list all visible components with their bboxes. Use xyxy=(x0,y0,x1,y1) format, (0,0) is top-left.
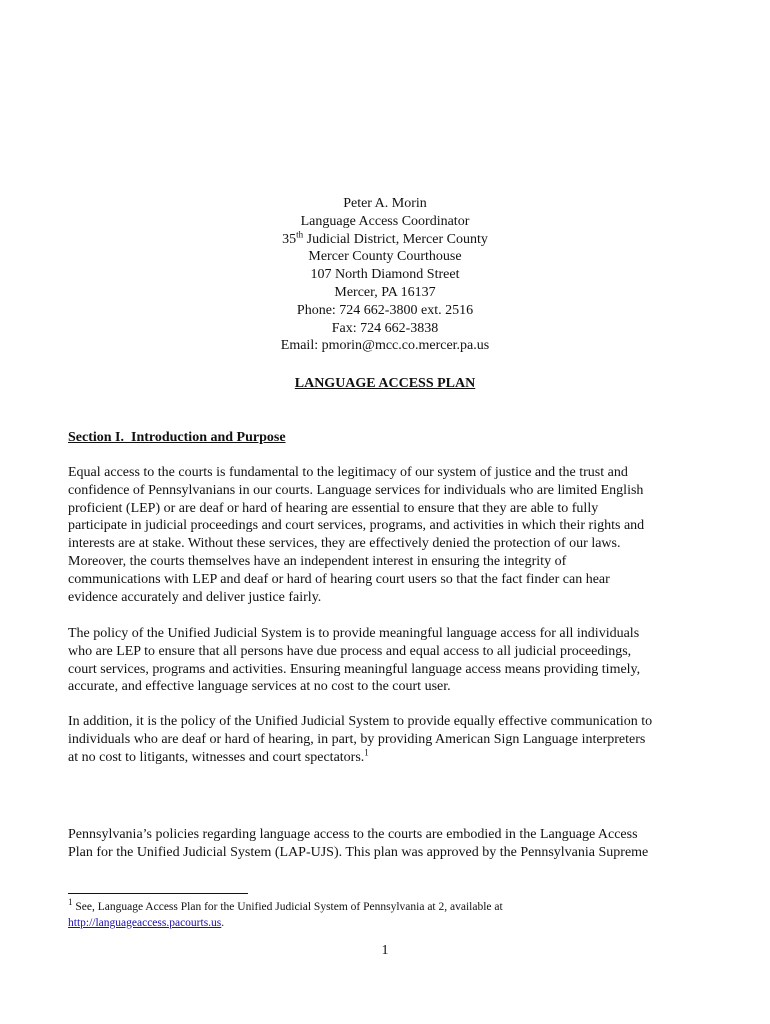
paragraph-line: individuals who are deaf or hard of hearing, in part, by providing American Sign Language interpreters xyxy=(68,731,646,747)
paragraph-line: confidence of Pennsylvanians in our courts. Language services for individuals who are limited English xyxy=(68,482,644,498)
paragraph-line: participate in judicial proceedings and court services, programs, and activities in which their rights and xyxy=(68,518,645,534)
footnote-marker: 1 xyxy=(68,897,73,908)
paragraph-line: Pennsylvania’s policies regarding language access to the courts are embodied in the Language Access xyxy=(68,827,638,842)
courthouse-name: Mercer County Courthouse xyxy=(308,249,462,265)
judicial-district: 35th Judicial District, Mercer County xyxy=(282,228,488,247)
street-address: 107 North Diamond Street xyxy=(310,267,460,283)
paragraph-line: Plan for the Unified Judicial System (LAP-UJS). This plan was approved by the Pennsylvania Supreme xyxy=(68,844,649,860)
phone-number: Phone: 724 662-3800 ext. 2516 xyxy=(296,302,474,318)
coordinator-title: Language Access Coordinator xyxy=(300,213,470,229)
paragraph-line: court services, programs and activities. Ensuring meaningful language access means providing timely, xyxy=(68,661,641,677)
section-heading: Section I. Introduction and Purpose xyxy=(68,430,286,445)
city-state-zip: Mercer, PA 16137 xyxy=(334,284,436,300)
coordinator-name: Peter A. Morin xyxy=(343,196,427,211)
paragraph-line: interests are at stake. Without these services, they are effectively denied the protection of our laws. xyxy=(68,536,621,552)
paragraph-line: communications with LEP and deaf or hard of hearing court users so that the fact finder can hear xyxy=(68,571,610,587)
paragraph-policy xyxy=(68,625,708,696)
paragraph-line: The policy of the Unified Judicial System is to provide meaningful language access for all individuals xyxy=(68,626,640,641)
paragraph-line: accurate, and effective language services at no cost to the court user. xyxy=(68,679,451,695)
paragraph-line: at no cost to litigants, witnesses and court spectators.$^1$ xyxy=(68,746,369,765)
page-number: 1 xyxy=(381,943,389,958)
paragraph-lap-ujs xyxy=(68,826,708,862)
footnote-divider xyxy=(68,893,248,894)
footnote-link[interactable]: http://languageaccess.pacourts.us xyxy=(68,916,222,929)
plan-title: LANGUAGE ACCESS PLAN xyxy=(294,376,476,391)
fax-number: Fax: 724 662-3838 xyxy=(331,320,439,336)
footnote-reference[interactable]: 1 xyxy=(364,746,369,757)
paragraph-line: who are LEP to ensure that all persons have due process and equal access to all judicial proceedings, xyxy=(68,643,632,659)
email-address: Email: pmorin@mcc.co.mercer.pa.us xyxy=(280,338,490,354)
paragraph-intro xyxy=(68,464,708,606)
paragraph-line: Equal access to the courts is fundamental to the legitimacy of our system of justice and the trust and xyxy=(68,465,628,480)
footnote: $^1$ See, Language Access Plan for the Unified Judicial System of Pennsylvania at 2, available at http://languageaccess.pacourts.us. xyxy=(68,897,503,929)
address-block xyxy=(0,195,770,355)
paragraph-line: evidence accurately and deliver justice fairly. xyxy=(68,589,322,605)
footnote-text: See, Language Access Plan for the Unified Judicial System of Pennsylvania at 2, available at xyxy=(72,901,503,913)
paragraph-line: In addition, it is the policy of the Unified Judicial System to provide equally effective communication to xyxy=(68,714,653,729)
paragraph-line: Moreover, the courts themselves have an independent interest in ensuring the integrity of xyxy=(68,553,567,569)
paragraph-deaf-policy xyxy=(68,713,708,766)
paragraph-line: proficient (LEP) or are deaf or hard of hearing are essential to ensure that they are able to fully xyxy=(68,500,599,516)
